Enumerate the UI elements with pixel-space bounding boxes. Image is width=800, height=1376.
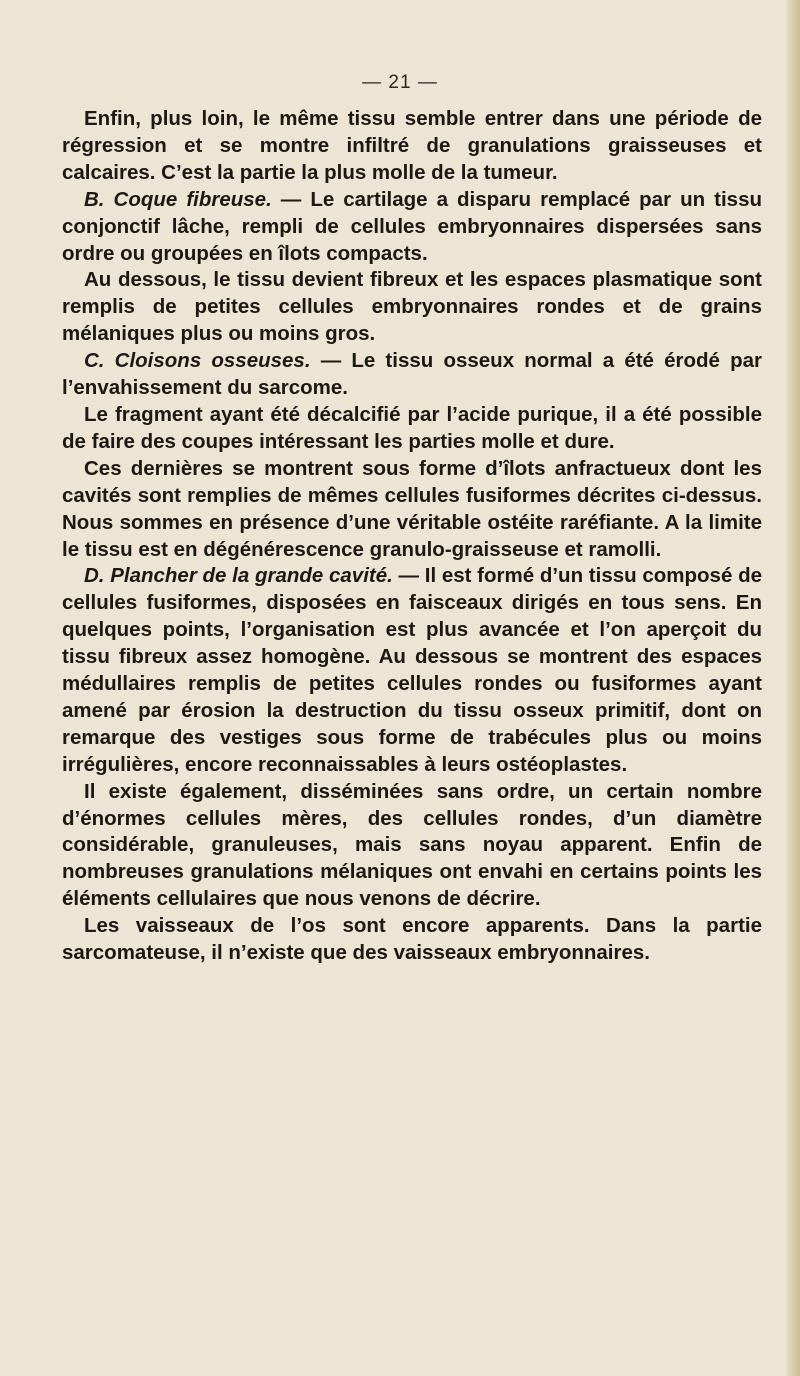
section-heading: C. Cloisons osseuses. — [84, 349, 311, 373]
paragraph — [62, 348, 762, 402]
paragraph — [62, 913, 762, 967]
paragraph — [62, 402, 762, 456]
paragraph-text: Il existe également, disséminées sans ordre, un certain nombre d’énormes cellules mères, des cellules rondes, d’un diamètre considérable, granuleuses, mais sans noyau apparent. Enfin de nombreuses granulations mélaniques ont envahi en certains points les éléments cellulaires que nous venons de décrire. — [62, 779, 762, 911]
section-heading: D. Plancher de la grande cavité. — [84, 564, 393, 588]
paragraph-text: — Le tissu osseux normal a été érodé par l’envahissement du sarcome. — [62, 349, 762, 400]
paragraph — [62, 106, 762, 187]
paragraph-text: Les vaisseaux de l’os sont encore apparents. Dans la partie sarcomateuse, il n’existe que des vaisseaux embryonnaires. — [62, 914, 762, 965]
paragraph-text: — Il est formé d’un tissu composé de cellules fusiformes, disposées en faisceaux dirigés en tous sens. En quelques points, l’organisation est plus avancée et l’on aperçoit du tissu fibreux assez homogène. Au dessous se montrent des espaces médullaires remplis de petites cellules rondes ou fusiformes ayant amené par érosion la destruction du tissu osseux primitif, dont on remarque des vestiges sous forme de trabécules plus ou moins irrégulières, encore reconnaissables à leurs ostéoplastes. — [62, 564, 762, 776]
paragraph-text: Le fragment ayant été décalcifié par l’acide purique, il a été possible de faire des coupes intéressant les parties molle et dure. — [62, 402, 762, 453]
paragraph-text: Au dessous, le tissu devient fibreux et les espaces plasmatique sont remplis de petites cellules embryonnaires rondes et de grains mélaniques plus ou moins gros. — [62, 268, 762, 346]
section-heading: B. Coque fibreuse. — [84, 187, 272, 211]
paragraph-text: Ces dernières se montrent sous forme d’îlots anfractueux dont les cavités sont remplies de mêmes cellules fusiformes décrites ci-dessus. Nous sommes en présence d’une véritable ostéite raréfiante. A la limite le tissu est en dégénérescence granulo-graisseuse et ramolli. — [62, 456, 762, 561]
paragraph — [62, 187, 762, 268]
paragraph — [62, 456, 762, 564]
page-number: — 21 — — [362, 72, 438, 93]
page-edge — [786, 0, 800, 1376]
paragraph — [62, 563, 762, 778]
paragraph-text: Enfin, plus loin, le même tissu semble entrer dans une période de régression et se montre infiltré de granulations graisseuses et calcaires. C’est la partie la plus molle de la tumeur. — [62, 107, 762, 184]
paragraph — [62, 779, 762, 914]
paragraph — [62, 267, 762, 348]
paragraph-text: — Le cartilage a disparu remplacé par un tissu conjonctif lâche, rempli de cellules embryonnaires dispersées sans ordre ou groupées en îlots compacts. — [62, 187, 762, 265]
body-text — [62, 106, 762, 967]
